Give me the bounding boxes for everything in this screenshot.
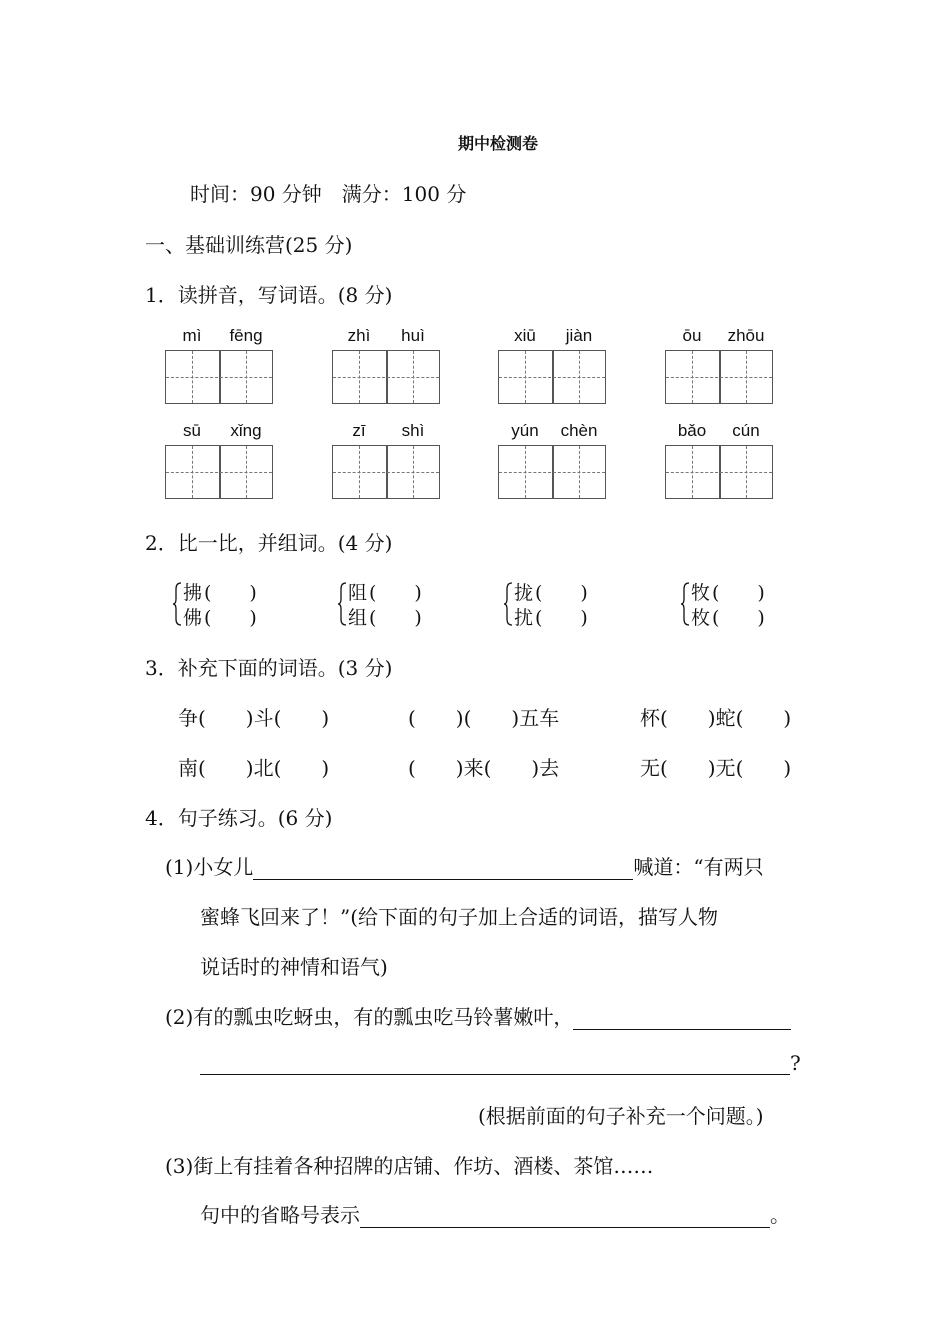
exam-info: 时间：90 分钟 满分：100 分 bbox=[190, 182, 467, 206]
pinyin-syllable: zī bbox=[352, 421, 366, 440]
question-3-label: 3．补充下面的词语。(3 分) bbox=[145, 656, 393, 680]
answer-blank[interactable] bbox=[200, 1054, 790, 1075]
writing-grid[interactable] bbox=[498, 445, 606, 499]
pinyin-syllable: xǐng bbox=[230, 421, 262, 440]
answer-paren[interactable]: ( ) bbox=[535, 582, 588, 604]
writing-grid[interactable] bbox=[498, 350, 606, 404]
idiom-item[interactable]: ( )( )五车 bbox=[408, 706, 560, 730]
sentence-3-line-2 bbox=[200, 1199, 790, 1228]
idiom-item[interactable]: 杯( )蛇( ) bbox=[640, 706, 792, 730]
writing-grid[interactable] bbox=[332, 445, 440, 499]
answer-paren[interactable]: ( ) bbox=[369, 607, 422, 629]
question-4-label: 4．句子练习。(6 分) bbox=[145, 806, 333, 830]
pinyin-syllable: fēng bbox=[229, 326, 263, 345]
sentence-1-suffix: 喊道：“有两只 bbox=[633, 855, 764, 879]
pinyin-syllable: huì bbox=[401, 326, 425, 345]
compare-character: 拂 ( ) bbox=[183, 582, 257, 604]
writing-grid[interactable] bbox=[332, 350, 440, 404]
compare-character: 组 ( ) bbox=[348, 607, 422, 629]
answer-blank[interactable] bbox=[360, 1207, 770, 1228]
sentence-2-end: ? bbox=[790, 1051, 801, 1075]
writing-grid[interactable] bbox=[165, 445, 273, 499]
idiom-item[interactable]: 无( )无( ) bbox=[640, 756, 792, 780]
idiom-item[interactable]: ( )来( )去 bbox=[408, 756, 560, 780]
pinyin-syllable: sū bbox=[183, 421, 201, 440]
answer-paren[interactable]: ( ) bbox=[535, 607, 588, 629]
section-heading: 一、基础训练营(25 分) bbox=[145, 233, 353, 257]
sentence-1-prefix: (1)小女儿 bbox=[165, 855, 254, 879]
compare-character: 阻 ( ) bbox=[348, 582, 422, 604]
sentence-2-note: (根据前面的句子补充一个问题。) bbox=[478, 1104, 764, 1128]
brace-icon bbox=[172, 582, 182, 626]
pinyin-syllable: zhì bbox=[347, 326, 371, 345]
question-2-label: 2．比一比，并组词。(4 分) bbox=[145, 531, 393, 555]
pinyin-syllable: cún bbox=[732, 421, 760, 440]
answer-blank[interactable] bbox=[253, 859, 633, 880]
writing-grid[interactable] bbox=[665, 350, 773, 404]
compare-character: 拢 ( ) bbox=[514, 582, 588, 604]
sentence-3-prefix: 句中的省略号表示 bbox=[200, 1203, 360, 1227]
compare-character: 扰 ( ) bbox=[514, 607, 588, 629]
idiom-item[interactable]: 争( )斗( ) bbox=[178, 706, 330, 730]
pinyin-syllable: ōu bbox=[682, 326, 702, 345]
brace-icon bbox=[337, 582, 347, 626]
pinyin-syllable: mì bbox=[182, 326, 202, 345]
pinyin-syllable: chèn bbox=[560, 421, 598, 440]
pinyin-syllable: yún bbox=[511, 421, 539, 440]
sentence-3-line-1: (3)街上有挂着各种招牌的店铺、作坊、酒楼、茶馆…… bbox=[165, 1154, 654, 1178]
pinyin-syllable: jiàn bbox=[565, 326, 593, 345]
sentence-1-line-1 bbox=[165, 851, 764, 880]
answer-blank[interactable] bbox=[573, 1009, 791, 1030]
compare-character: 枚 ( ) bbox=[691, 607, 765, 629]
pinyin-syllable: zhōu bbox=[727, 326, 765, 345]
idiom-item[interactable]: 南( )北( ) bbox=[178, 756, 330, 780]
writing-grid[interactable] bbox=[165, 350, 273, 404]
answer-paren[interactable]: ( ) bbox=[204, 582, 257, 604]
answer-paren[interactable]: ( ) bbox=[712, 607, 765, 629]
sentence-2-line-1 bbox=[165, 1001, 791, 1030]
sentence-3-end: 。 bbox=[770, 1203, 790, 1227]
sentence-2-prefix: (2)有的瓢虫吃蚜虫，有的瓢虫吃马铃薯嫩叶， bbox=[165, 1005, 574, 1029]
question-1-label: 1．读拼音，写词语。(8 分) bbox=[145, 283, 393, 307]
brace-icon bbox=[503, 582, 513, 626]
page-title: 期中检测卷 bbox=[457, 134, 538, 153]
pinyin-syllable: shì bbox=[401, 421, 425, 440]
compare-character: 佛 ( ) bbox=[183, 607, 257, 629]
answer-paren[interactable]: ( ) bbox=[204, 607, 257, 629]
pinyin-syllable: xiū bbox=[514, 326, 536, 345]
sentence-1-line-3: 说话时的神情和语气) bbox=[200, 955, 388, 979]
sentence-1-line-2: 蜜蜂飞回来了！”(给下面的句子加上合适的词语，描写人物 bbox=[200, 905, 719, 929]
brace-icon bbox=[680, 582, 690, 626]
answer-paren[interactable]: ( ) bbox=[712, 582, 765, 604]
compare-character: 牧 ( ) bbox=[691, 582, 765, 604]
answer-paren[interactable]: ( ) bbox=[369, 582, 422, 604]
sentence-2-line-2 bbox=[200, 1051, 801, 1075]
pinyin-syllable: bǎo bbox=[677, 421, 707, 440]
writing-grid[interactable] bbox=[665, 445, 773, 499]
